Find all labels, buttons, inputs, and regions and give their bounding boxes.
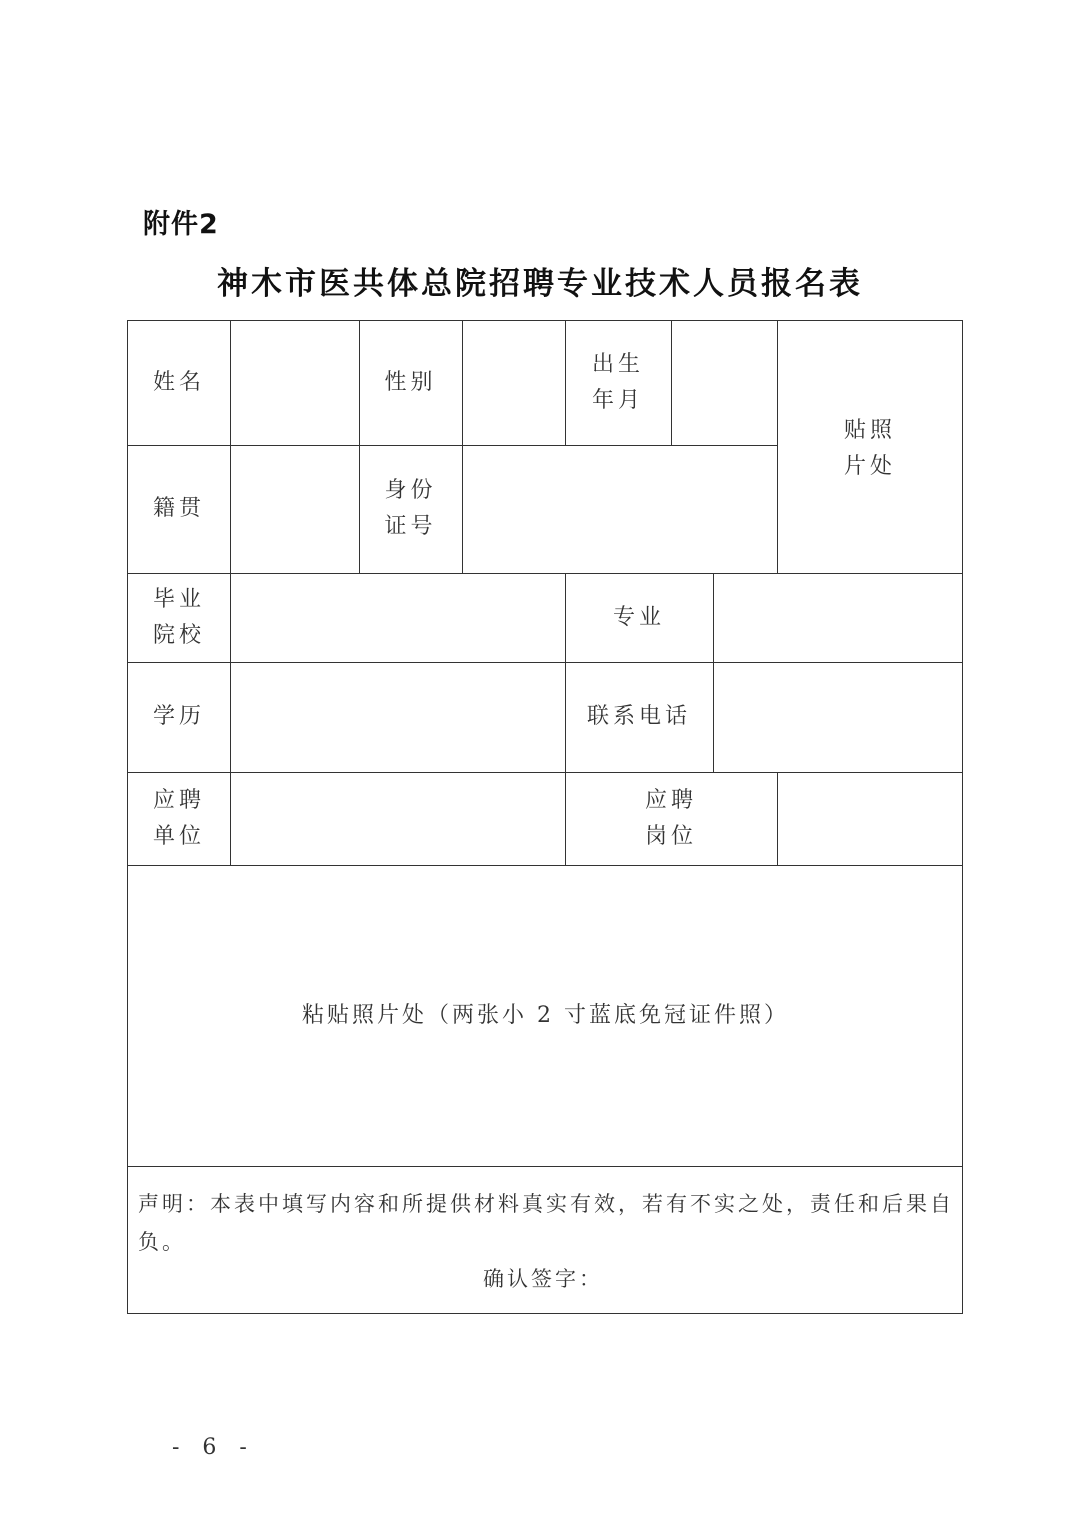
school-field[interactable] [230,573,565,662]
gender-label: 性别 [384,370,437,395]
education-label: 学历 [152,704,205,729]
major-field[interactable] [713,573,963,662]
applied-position-field[interactable] [777,772,963,865]
native-place-label: 籍贯 [152,496,205,521]
id-number-label: 身份 证号 [384,478,437,539]
native-place-field[interactable] [230,445,359,573]
name-label: 姓名 [152,370,205,395]
applied-unit-label: 应聘 单位 [152,787,205,849]
applied-position-label: 应聘 岗位 [644,787,697,849]
declaration-text: 声明：本表中填写内容和所提供材料真实有效，若有不实之处，责任和后果自负。 [138,1192,954,1254]
photo-paste-area[interactable]: 粘贴照片处（两张小 2 寸蓝底免冠证件照） [302,1002,789,1028]
attachment-label: 附件2 [143,209,219,240]
id-number-field[interactable] [462,445,777,573]
education-field[interactable] [230,662,565,772]
major-label: 专业 [612,604,665,630]
row-divider [128,1166,963,1167]
page-number: - 6 - [172,1435,255,1460]
birth-date-field[interactable] [671,321,777,445]
name-field[interactable] [230,321,359,445]
signature-label: 确认签字： [483,1267,603,1291]
school-label: 毕业 院校 [152,586,205,648]
form-title: 神木市医共体总院招聘专业技术人员报名表 [217,266,863,302]
photo-box[interactable]: 贴照 片处 [843,418,896,479]
phone-field[interactable] [713,662,963,772]
phone-label: 联系电话 [586,704,691,729]
gender-field[interactable] [462,321,565,445]
registration-form-table [127,320,963,1314]
birth-date-label: 出生 年月 [591,352,644,413]
applied-unit-field[interactable] [230,772,565,865]
